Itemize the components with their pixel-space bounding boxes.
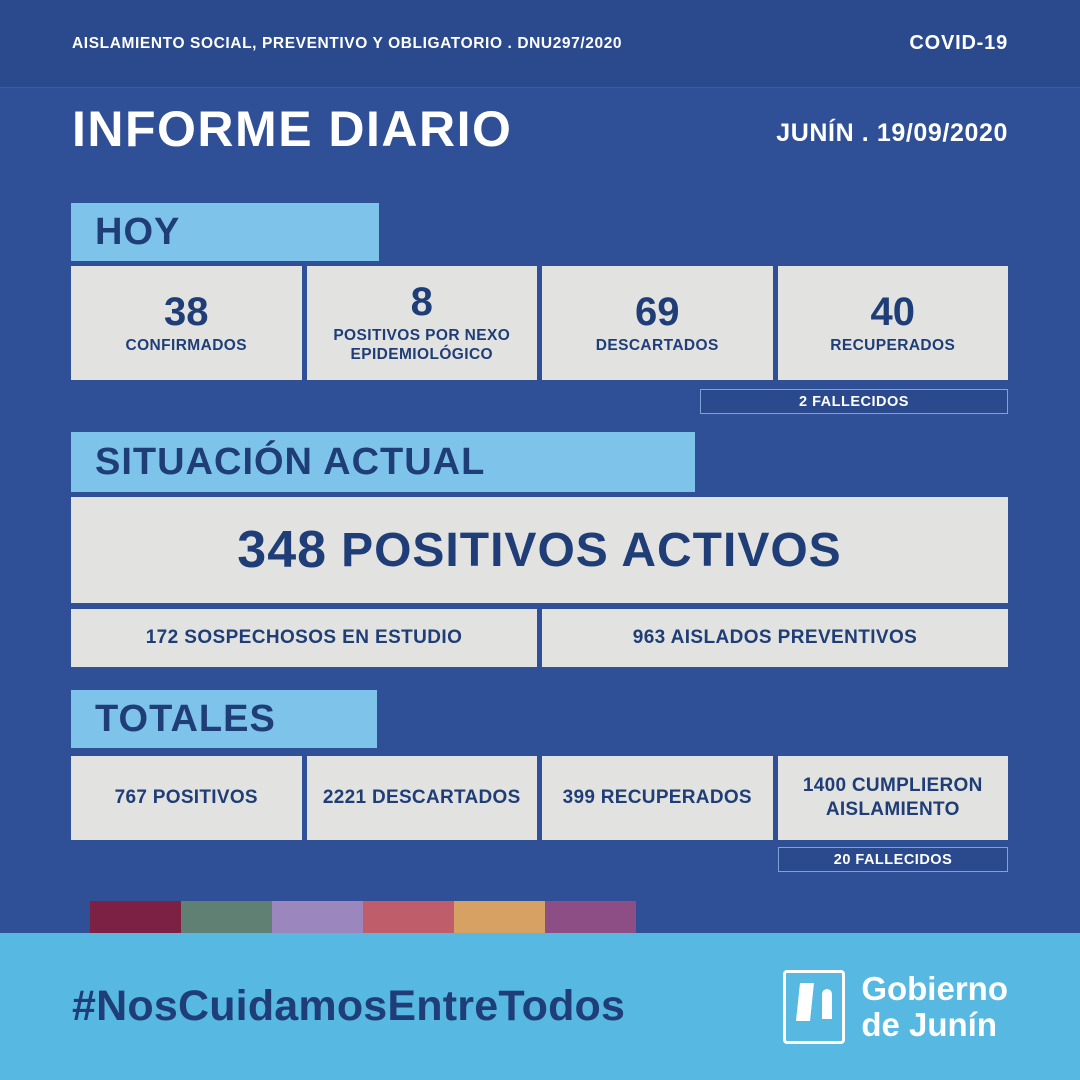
hoy-stats-row — [71, 266, 1008, 380]
hoy-deaths-badge: 2 FALLECIDOS — [700, 389, 1008, 414]
stat-card-descartados — [542, 266, 773, 380]
gov-line-2: de Junín — [861, 1005, 998, 1043]
junin-emblem-icon — [783, 970, 845, 1044]
totales-deaths-badge: 20 FALLECIDOS — [778, 847, 1008, 872]
color-swatch-6 — [545, 901, 636, 933]
government-wordmark — [861, 971, 1008, 1042]
stat-label: CONFIRMADOS — [125, 336, 247, 354]
color-swatch-5 — [454, 901, 545, 933]
stat-label: RECUPERADOS — [830, 336, 956, 354]
color-swatch-1 — [90, 901, 181, 933]
stat-number: 40 — [870, 289, 915, 334]
stat-card-aislados-preventivos: 963 AISLADOS PREVENTIVOS — [542, 609, 1008, 667]
stat-number: 38 — [164, 289, 209, 334]
covid-label: COVID-19 — [909, 32, 1008, 54]
total-card-cumplieron-aislamiento: 1400 CUMPLIERON AISLAMIENTO — [778, 756, 1009, 840]
active-cases-number: 348 — [237, 521, 328, 579]
decree-text: AISLAMIENTO SOCIAL, PREVENTIVO Y OBLIGATORIO . DNU297/2020 — [72, 34, 623, 52]
government-logo — [783, 970, 1008, 1044]
title-row — [72, 101, 1008, 157]
total-card-positivos: 767 POSITIVOS — [71, 756, 302, 840]
campaign-hashtag: #NosCuidamosEntreTodos — [72, 982, 626, 1030]
total-card-descartados: 2221 DESCARTADOS — [307, 756, 538, 840]
totales-stats-row — [71, 756, 1008, 840]
stat-card-sospechosos: 172 SOSPECHOSOS EN ESTUDIO — [71, 609, 537, 667]
stat-card-confirmados — [71, 266, 302, 380]
situacion-stats-row — [71, 609, 1008, 667]
stat-number: 8 — [410, 280, 433, 325]
color-swatch-3 — [272, 901, 363, 933]
total-card-recuperados: 399 RECUPERADOS — [542, 756, 773, 840]
footer-bar — [0, 933, 1080, 1080]
active-cases-label: POSITIVOS ACTIVOS — [341, 523, 842, 577]
stat-label: POSITIVOS POR NEXO EPIDEMIOLÓGICO — [333, 327, 511, 363]
top-bar — [0, 0, 1080, 88]
active-cases-card — [71, 497, 1008, 603]
section-header-situacion-actual: SITUACIÓN ACTUAL — [71, 432, 695, 492]
section-header-hoy: HOY — [71, 203, 379, 261]
location-date: JUNÍN . 19/09/2020 — [776, 119, 1008, 147]
decorative-color-strip — [90, 901, 636, 933]
color-swatch-4 — [363, 901, 454, 933]
page-title: INFORME DIARIO — [72, 101, 513, 157]
section-header-totales: TOTALES — [71, 690, 377, 748]
stat-card-recuperados — [778, 266, 1009, 380]
color-swatch-2 — [181, 901, 272, 933]
stat-number: 69 — [635, 289, 680, 334]
stat-card-nexo-epidemiologico — [307, 266, 538, 380]
gov-line-1: Gobierno — [861, 969, 1008, 1007]
stat-label: DESCARTADOS — [595, 336, 719, 354]
